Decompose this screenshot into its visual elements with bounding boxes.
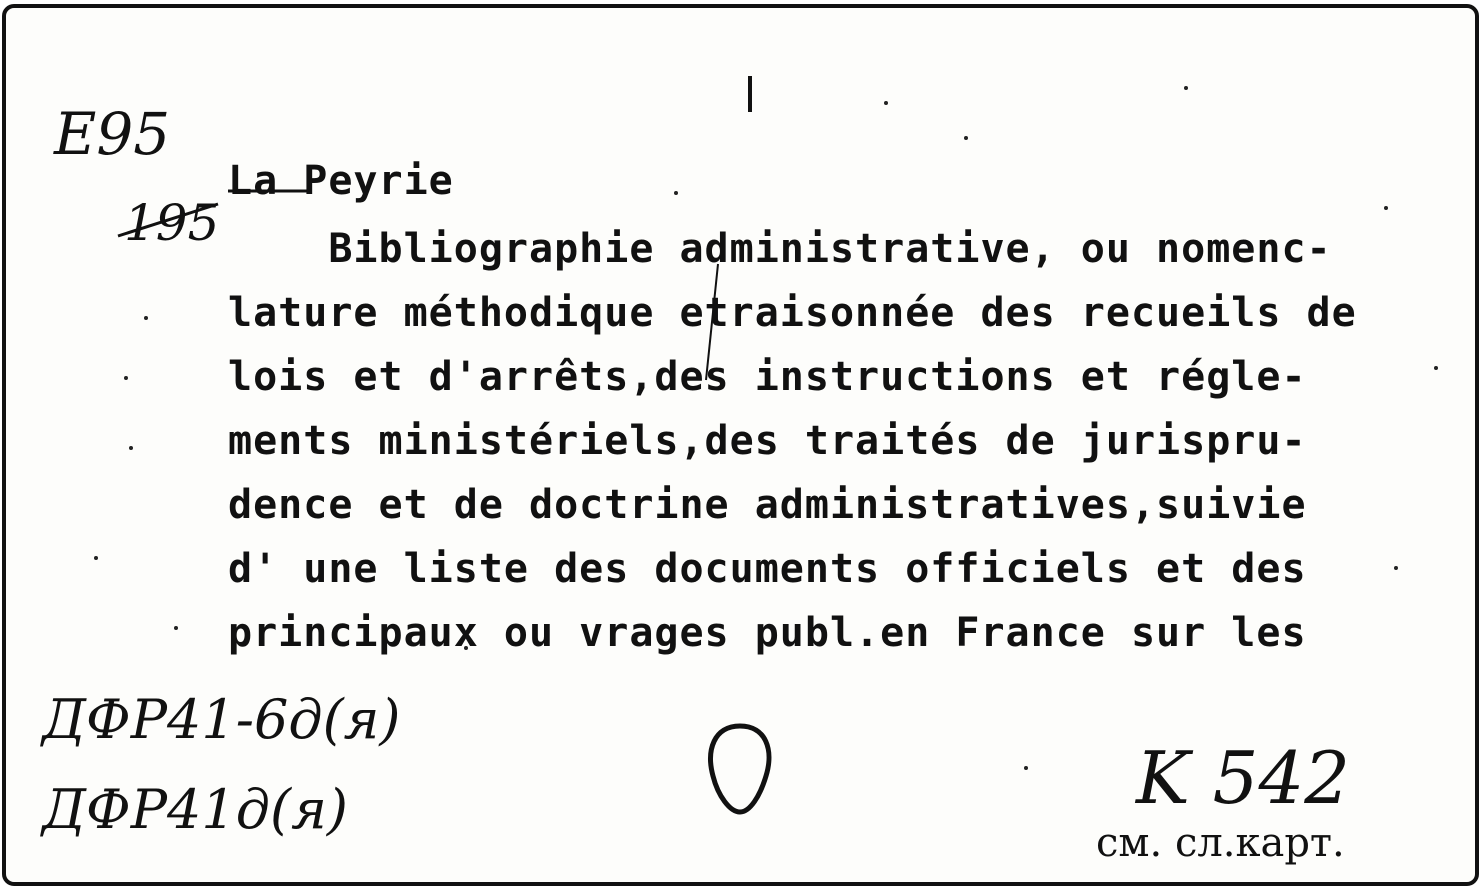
title-line-3: lois et d'arrêts,des instructions et régle-: [228, 354, 1307, 400]
see-next-card-note: см. сл.карт.: [1096, 820, 1345, 866]
title-line-6: d' une liste des documents officiels et des: [228, 546, 1307, 592]
title-line-2: lature méthodique etraisonnée des recueils de: [228, 290, 1357, 336]
catalog-card: [2, 4, 1479, 886]
shelf-mark-1: ДФР41-6д(я): [42, 688, 401, 751]
author-name: La Peyrie: [228, 158, 454, 204]
handwritten-number: K 542: [1136, 736, 1351, 820]
shelf-mark-2: ДФР41д(я): [42, 778, 348, 841]
top-tick-mark: [748, 76, 752, 112]
title-line-1: Bibliographie administrative, ou nomenc-: [228, 226, 1332, 272]
call-number-top: E95: [54, 100, 171, 168]
title-line-4: ments ministériels,des traités de jurispru-: [228, 418, 1307, 464]
call-number-bottom: 195: [124, 194, 220, 252]
title-line-7: principaux ou vrages publ.en France sur les: [228, 610, 1307, 656]
title-line-5: dence et de doctrine administratives,suivie: [228, 482, 1307, 528]
punch-hole: [704, 720, 776, 820]
